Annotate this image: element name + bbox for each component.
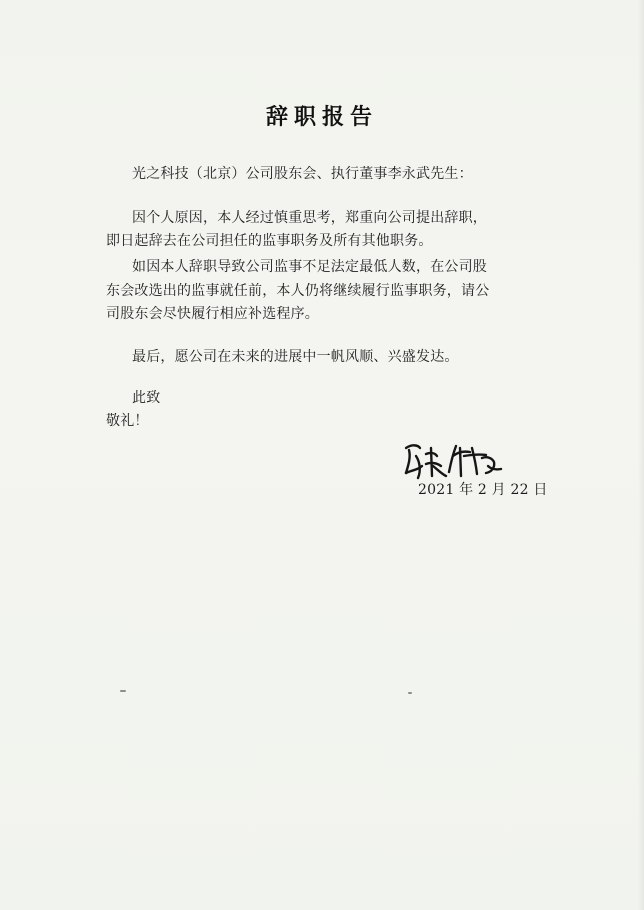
paragraph-2-line-1: 如因本人辞职导致公司监事不足法定最低人数，在公司股	[132, 259, 487, 275]
scan-mark-left	[120, 690, 126, 692]
paragraph-1-line-2: 即日起辞去在公司担任的监事职务及所有其他职务。	[106, 233, 433, 249]
paragraph-3: 最后，愿公司在未来的进展中一帆风顺、兴盛发达。	[132, 349, 459, 365]
addressee-line: 光之科技（北京）公司股东会、执行董事李永武先生：	[132, 166, 473, 182]
page-edge-shadow	[638, 0, 644, 910]
document-title: 辞职报告	[265, 105, 378, 130]
paragraph-1-line-1: 因个人原因，本人经过慎重思考，郑重向公司提出辞职，	[132, 210, 487, 226]
scan-mark-right	[408, 692, 412, 694]
paragraph-2-line-2: 东会改选出的监事就任前，本人仍将继续履行监事职务，请公	[106, 283, 490, 299]
handwritten-signature	[398, 438, 510, 482]
document-date: 2021 年 2 月 22 日	[418, 482, 548, 498]
regards-line: 敬礼！	[106, 413, 149, 429]
closing-line: 此致	[132, 390, 161, 406]
paragraph-2-line-3: 司股东会尽快履行相应补选程序。	[106, 306, 319, 322]
